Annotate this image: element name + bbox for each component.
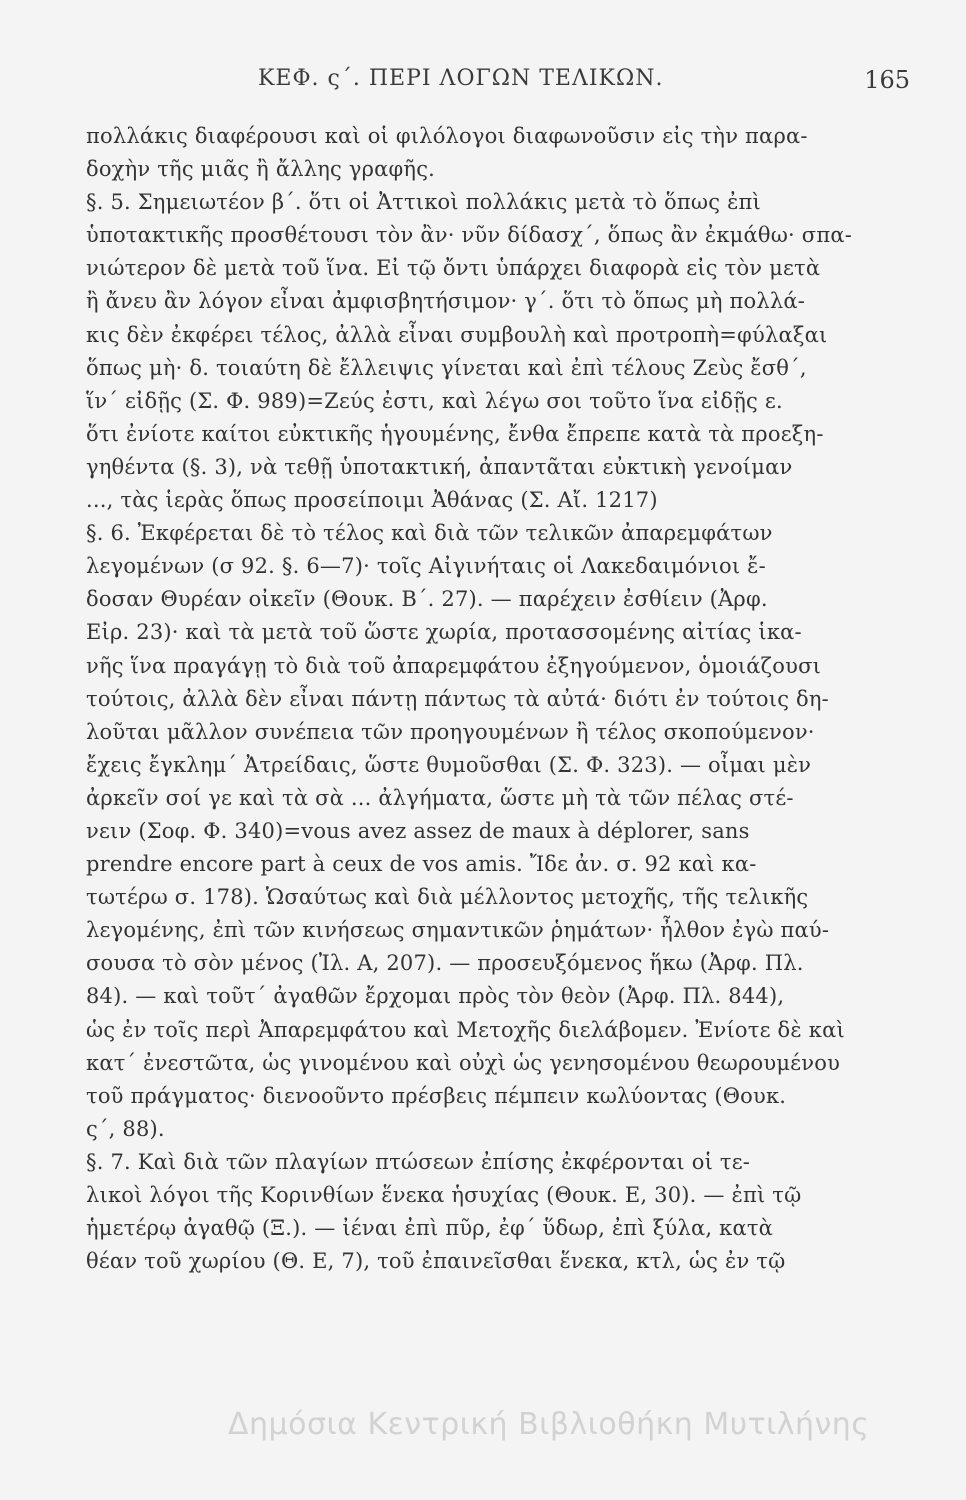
text-line: ἀρκεῖν σοί γε καὶ τὰ σὰ ... ἀλγήματα, ὥστε μὴ τὰ τῶν πέλας στέ- bbox=[86, 785, 794, 810]
page-header bbox=[86, 66, 910, 102]
text-line: κις δὲν ἐκφέρει τέλος, ἀλλὰ εἶναι συμβουλὴ καὶ προτροπὴ=φύλαξαι bbox=[86, 322, 828, 347]
text-line: ὅπως μὴ· δ. τοιαύτη δὲ ἔλλειψις γίνεται καὶ ἐπὶ τέλους Ζεὺς ἔσθ΄, bbox=[86, 355, 807, 380]
library-watermark: Δημόσια Κεντρική Βιβλιοθήκη Μυτιλήνης bbox=[228, 1407, 870, 1442]
text-line: 84). — καὶ τοῦτ΄ ἀγαθῶν ἔρχομαι πρὸς τὸν θεὸν (Ἀρφ. Πλ. 844), bbox=[86, 984, 785, 1009]
text-line: νῆς ἵνα πραγάγῃ τὸ διὰ τοῦ ἀπαρεμφάτου ἐξηγούμενον, ὁμοιάζουσι bbox=[86, 653, 822, 678]
text-line: ἡμετέρῳ ἀγαθῷ (Ξ.). — ἰέναι ἐπὶ πῦρ, ἐφ΄ ὕδωρ, ἐπὶ ξύλα, κατὰ bbox=[86, 1216, 774, 1241]
text-line: ὡς ἐν τοῖς περὶ Ἀπαρεμφάτου καὶ Μετοχῆς διελάβομεν. Ἐνίοτε δὲ καὶ bbox=[86, 1017, 845, 1042]
text-line: ..., τὰς ἱερὰς ὅπως προσείποιμι Ἀθάνας (Σ. Αἴ. 1217) bbox=[86, 488, 658, 513]
page-number: 165 bbox=[864, 66, 910, 94]
text-line: γηθέντα (§. 3), νὰ τεθῇ ὑποτακτική, ἀπαντᾶται εὐκτικὴ γενοίμαν bbox=[86, 454, 793, 479]
text-line: λοῦται μᾶλλον συνέπεια τῶν προηγουμένων ἢ τέλος σκοπούμενον· bbox=[86, 719, 815, 744]
text-line: ὅτι ἐνίοτε καίτοι εὐκτικῆς ἡγουμένης, ἔνθα ἔπρεπε κατὰ τὰ προεξη- bbox=[86, 421, 824, 446]
text-line: ς΄, 88). bbox=[86, 1116, 165, 1141]
text-line: νιώτερον δὲ μετὰ τοῦ ἵνα. Εἰ τῷ ὄντι ὑπάρχει διαφορὰ εἰς τὸν μετὰ bbox=[86, 256, 821, 281]
text-line: κατ΄ ἐνεστῶτα, ὡς γινομένου καὶ οὐχὶ ὡς γενησομένου θεωρουμένου bbox=[86, 1050, 841, 1075]
text-line: τωτέρω σ. 178). Ὡσαύτως καὶ διὰ μέλλοντος μετοχῆς, τῆς τελικῆς bbox=[86, 885, 809, 910]
text-line: Εἰρ. 23)· καὶ τὰ μετὰ τοῦ ὥστε χωρία, προτασσομένης αἰτίας ἱκα- bbox=[86, 620, 802, 645]
text-line: prendre encore part à ceux de vos amis. Ἴδε ἀν. σ. 92 καὶ κα- bbox=[86, 852, 757, 877]
text-line: §. 6. Ἐκφέρεται δὲ τὸ τέλος καὶ διὰ τῶν τελικῶν ἀπαρεμφάτων bbox=[86, 521, 773, 546]
text-line: θέαν τοῦ χωρίου (Θ. Ε, 7), τοῦ ἐπαινεῖσθαι ἕνεκα, κτλ, ὡς ἐν τῷ bbox=[86, 1249, 786, 1274]
text-line: λεγομένων (σ 92. §. 6—7)· τοῖς Αἰγινήταις οἱ Λακεδαιμόνιοι ἔ- bbox=[86, 554, 766, 579]
text-line: δοσαν Θυρέαν οἰκεῖν (Θουκ. Β΄. 27). — παρέχειν ἐσθίειν (Ἀρφ. bbox=[86, 587, 768, 612]
running-head: ΚΕΦ. ς΄. ΠΕΡΙ ΛΟΓΩΝ ΤΕΛΙΚΩΝ. bbox=[258, 66, 664, 91]
body-text bbox=[86, 120, 876, 1278]
text-line: ἔχεις ἔγκλημ΄ Ἀτρείδαις, ὥστε θυμοῦσθαι (Σ. Φ. 323). — οἶμαι μὲν bbox=[86, 752, 812, 777]
text-line: λεγομένης, ἐπὶ τῶν κινήσεως σημαντικῶν ῥημάτων· ἦλθον ἐγὼ παύ- bbox=[86, 918, 830, 943]
text-line: ἵν΄ εἰδῇς (Σ. Φ. 989)=Ζεύς ἐστι, καὶ λέγω σοι τοῦτο ἵνα εἰδῇς ε. bbox=[86, 388, 783, 413]
text-line: τούτοις, ἀλλὰ δὲν εἶναι πάντῃ πάντως τὰ αὐτά· διότι ἐν τούτοις δη- bbox=[86, 686, 829, 711]
text-line: §. 5. Σημειωτέον β΄. ὅτι οἱ Ἀττικοὶ πολλάκις μετὰ τὸ ὅπως ἐπὶ bbox=[86, 190, 761, 215]
text-line: πολλάκις διαφέρουσι καὶ οἱ φιλόλογοι διαφωνοῦσιν εἰς τὴν παρα- bbox=[86, 124, 808, 148]
text-line: λικοὶ λόγοι τῆς Κορινθίων ἕνεκα ἡσυχίας (Θουκ. Ε, 30). — ἐπὶ τῷ bbox=[86, 1183, 802, 1207]
text-line: τοῦ πράγματος· διενοοῦντο πρέσβεις πέμπειν κωλύοντας (Θουκ. bbox=[86, 1083, 787, 1108]
text-line: νειν (Σοφ. Φ. 340)=vous avez assez de maux à déplorer, sans bbox=[86, 818, 750, 843]
text-line: σουσα τὸ σὸν μένος (Ἰλ. Α, 207). — προσευξόμενος ἥκω (Ἀρφ. Πλ. bbox=[86, 951, 804, 976]
text-line: ἢ ἄνευ ἂν λόγον εἶναι ἀμφισβητήσιμον· γ΄. ὅτι τὸ ὅπως μὴ πολλά- bbox=[86, 289, 806, 314]
text-line: ὑποτακτικῆς προσθέτουσι τὸν ἂν· νῦν δίδασχ΄, ὅπως ἂν ἐκμάθω· σπα- bbox=[86, 223, 853, 248]
text-line: §. 7. Καὶ διὰ τῶν πλαγίων πτώσεων ἐπίσης ἐκφέρονται οἱ τε- bbox=[86, 1149, 751, 1174]
text-line: δοχὴν τῆς μιᾶς ἢ ἄλλης γραφῆς. bbox=[86, 157, 436, 182]
